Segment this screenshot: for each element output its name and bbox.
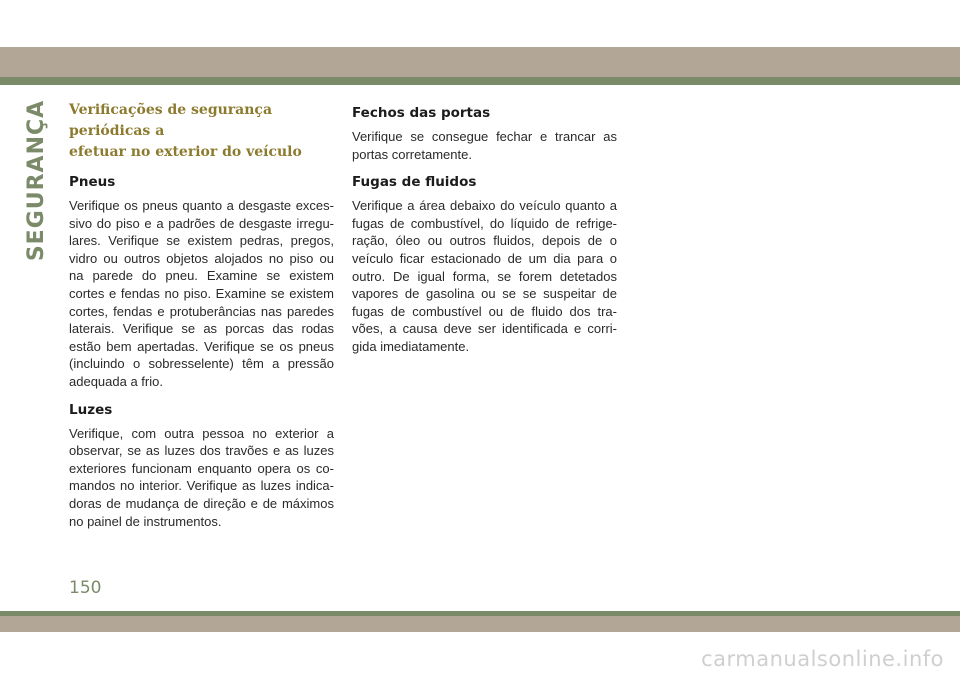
- text-line: Verifique se as porcas das rodas estão bem: [69, 321, 335, 354]
- heading-pneus: Pneus: [69, 174, 116, 190]
- section-side-tab: [22, 100, 52, 260]
- text-line: exteriores funcionam enquanto opera os co-: [69, 460, 334, 476]
- side-tab-label: SEGURANÇA: [24, 99, 50, 261]
- heading-fugas: Fugas de fluidos: [352, 174, 477, 191]
- text-line: frio.: [141, 373, 163, 389]
- text-line: lares. Verifique se existem pedras, pregos,: [69, 233, 334, 249]
- text-line: o sobresselente) têm a pressão adequada a: [69, 356, 334, 389]
- text-line: doras de mudança de direção e de máximos: [69, 495, 334, 511]
- text-line: no painel de instrumentos.: [69, 513, 222, 529]
- text-line: fugas de combustível, do líquido de refrige-: [352, 215, 617, 231]
- bottom-band: [0, 616, 960, 632]
- text-line: observar, se as luzes dos travões e as luzes: [69, 443, 334, 459]
- text-line: apertadas. Verifique se os pneus (incluindo: [69, 338, 334, 372]
- text-line: parede do pneu. Examine se existem cortes e: [69, 268, 334, 301]
- heading-fechos: Fechos das portas: [352, 105, 491, 121]
- text-line: vidro ou outros objetos alojados no piso ou na: [69, 250, 334, 284]
- text-line: Verifique os pneus quanto a desgaste exces-: [69, 198, 334, 213]
- right-column: [352, 100, 617, 360]
- paragraph-fugas: [352, 197, 617, 355]
- text-line: Verifique se consegue fechar e trancar as: [352, 129, 617, 144]
- text-line: vões, a causa deve ser identificada e corri-: [352, 321, 617, 337]
- text-line: ração, óleo ou outros fluidos, depois de o: [352, 233, 617, 249]
- text-line: fendas e protuberâncias nas paredes laterais.: [69, 303, 334, 337]
- left-column: [69, 100, 334, 534]
- title-line-2: efetuar no exterior do veículo: [69, 144, 302, 160]
- top-band: [0, 47, 960, 77]
- paragraph-fechos: [352, 128, 617, 163]
- paragraph-luzes: [69, 425, 334, 531]
- text-line: portas corretamente.: [352, 146, 472, 162]
- text-line: Verifique, com outra pessoa no exterior a: [69, 425, 334, 441]
- page-number: 150: [69, 578, 102, 598]
- text-line: mandos no interior. Verifique as luzes indica-: [69, 478, 334, 494]
- heading-luzes: Luzes: [69, 401, 113, 418]
- text-line: fendas no piso. Examine se existem cortes,: [69, 285, 335, 319]
- text-line: veículo ficar estacionado de um dia para o: [352, 250, 617, 266]
- watermark-text: carmanualsonline.info: [701, 647, 944, 671]
- text-line: vapores de gasolina ou se se suspeitar de: [352, 286, 617, 302]
- text-line: gida imediatamente.: [352, 338, 470, 354]
- text-line: sivo do piso e a padrões de desgaste irregu-: [69, 215, 334, 231]
- title-line-1: Verificações de segurança periódicas a: [69, 102, 273, 139]
- text-line: fugas de combustível ou de fluido dos tra-: [352, 303, 617, 319]
- section-title: [69, 100, 334, 163]
- paragraph-pneus: [69, 197, 334, 391]
- text-line: outro. De igual forma, se forem detetados: [352, 268, 617, 284]
- top-stripe: [0, 77, 960, 85]
- text-line: Verifique a área debaixo do veículo quanto a: [352, 198, 617, 214]
